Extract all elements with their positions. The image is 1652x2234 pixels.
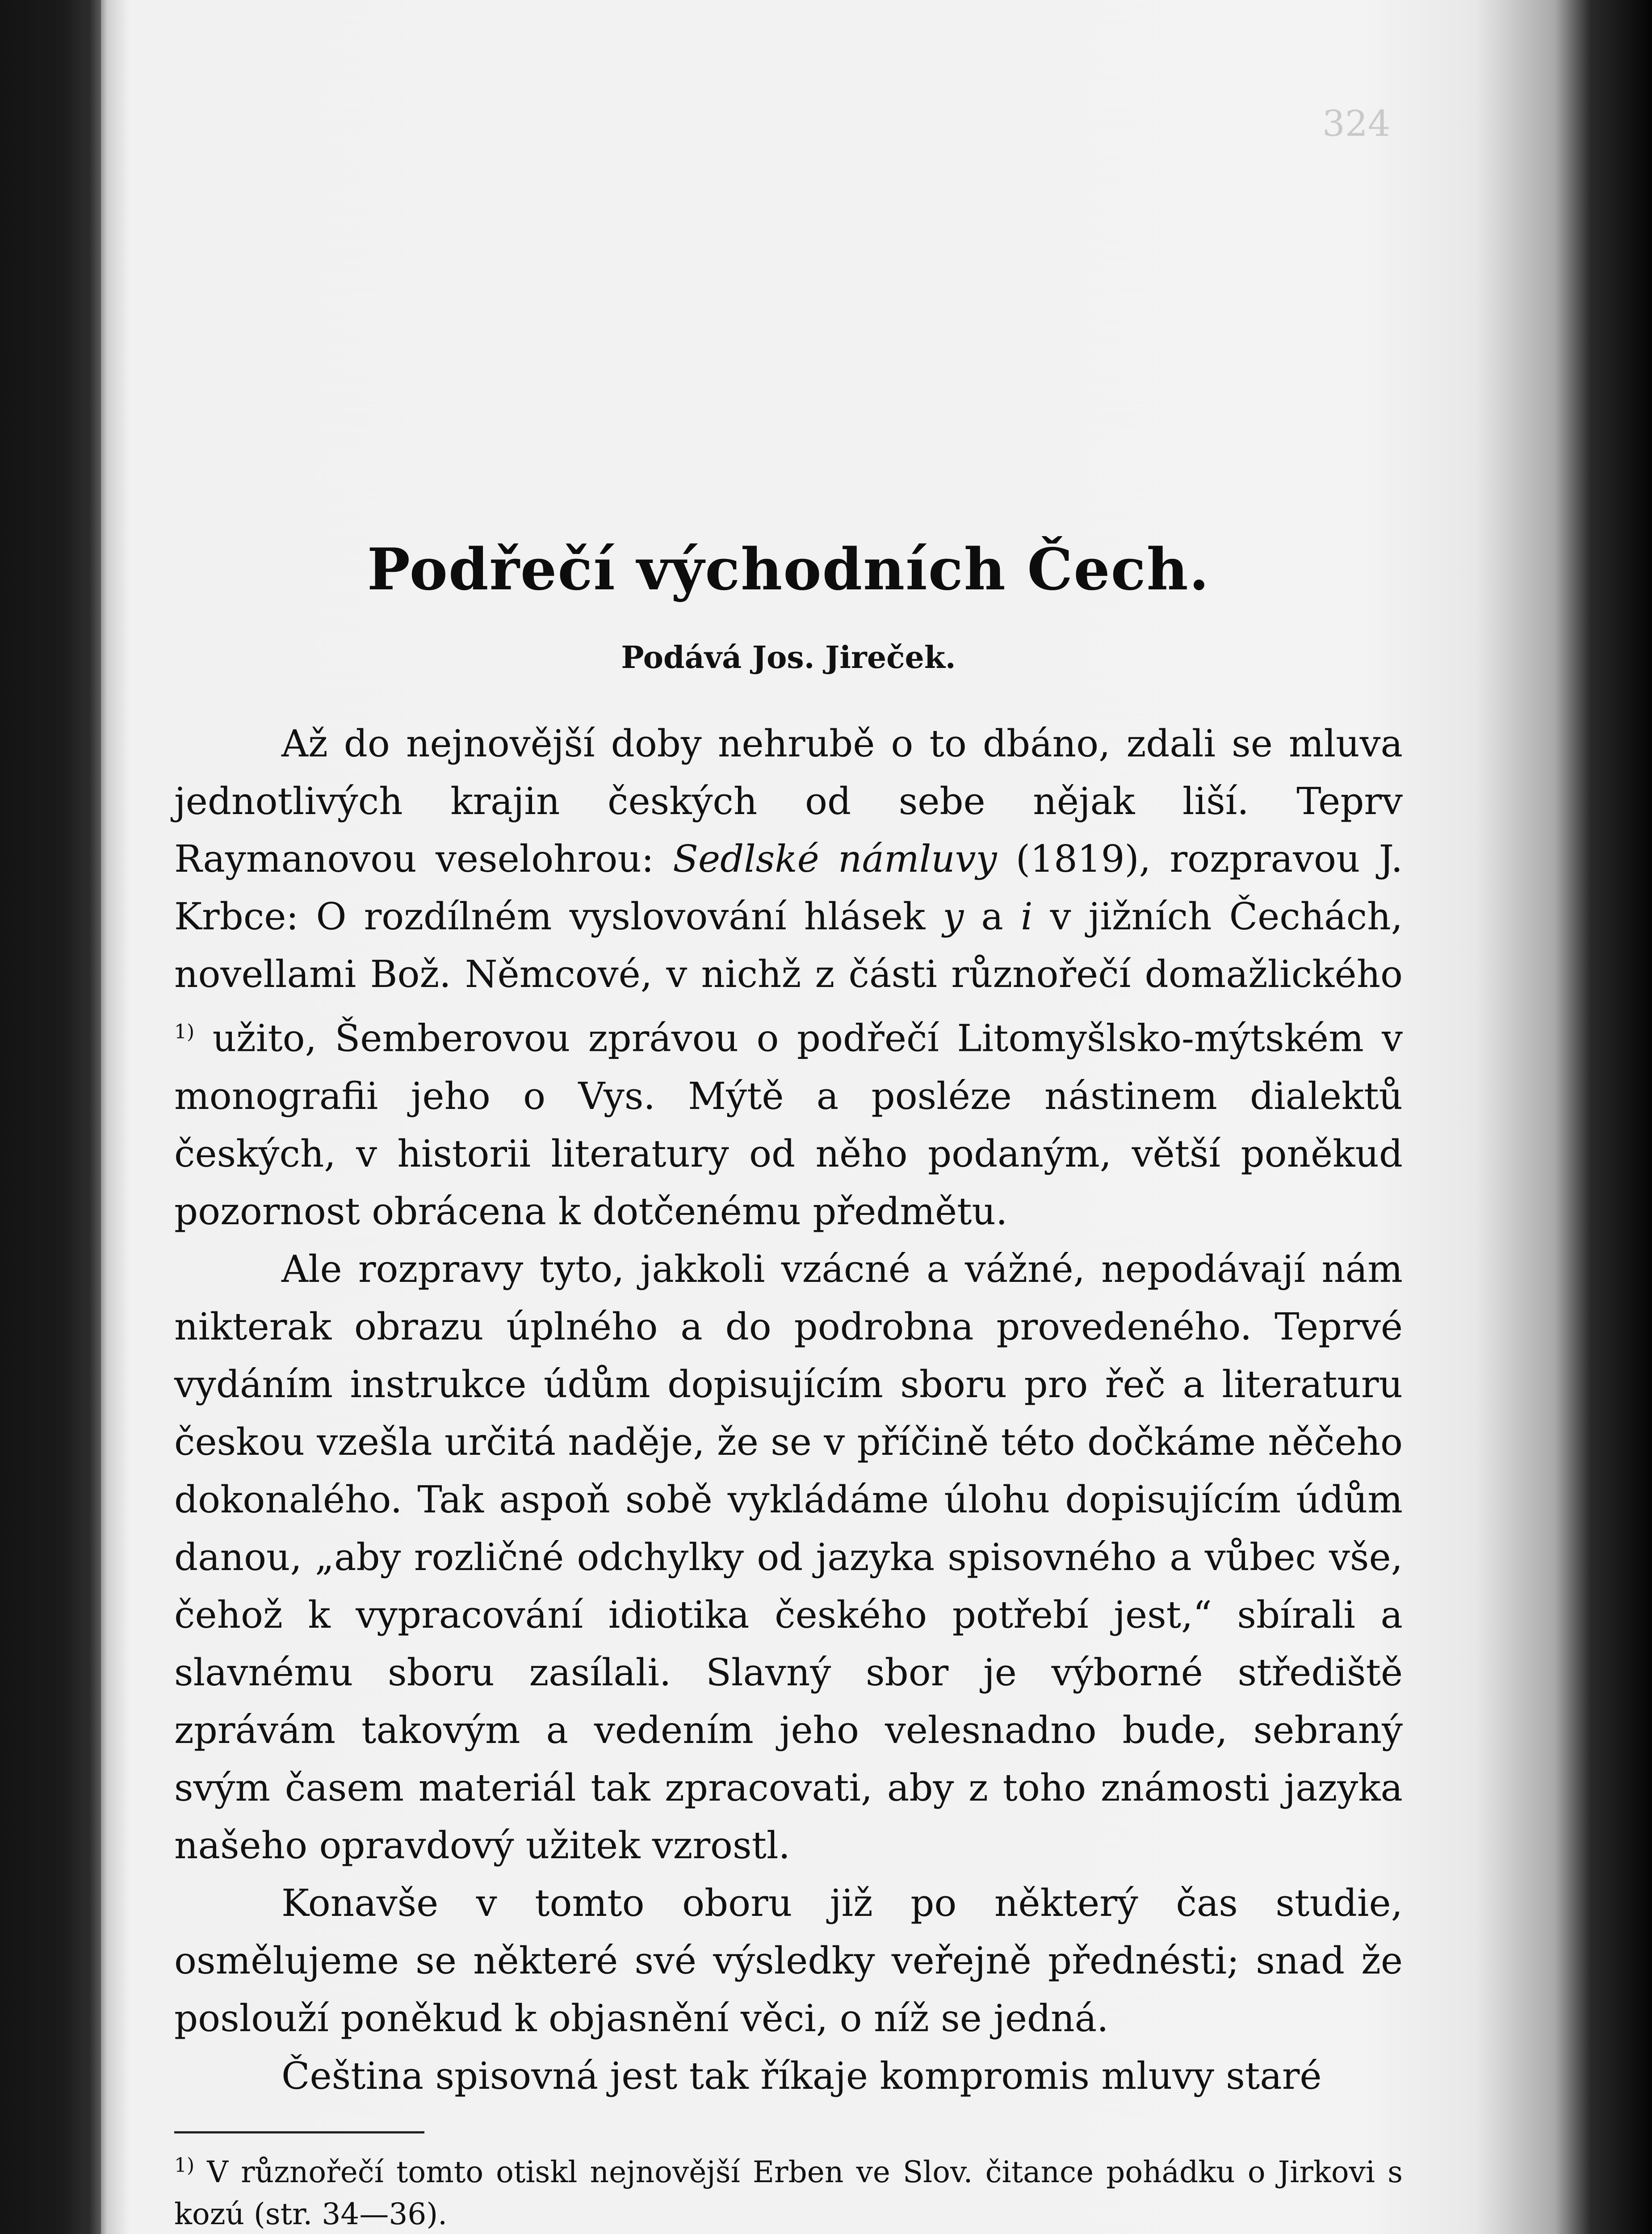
article-byline: Podává Jos. Jireček. [621, 640, 956, 676]
p1-text-e: užito, Šemberovou zprávou o podřečí Litomyšlsko-mýtském v monografii jeho o Vys. Mýtě a posléze nástinem dialektů českých, v historii literatury od něho podaným, větší poněkud pozornost obrácena k dotčenému předmětu. [174, 1016, 1403, 1233]
paragraph-1 [174, 715, 1403, 1240]
footnote-reference: 1) [174, 1020, 195, 1043]
p1-text-b: (1819), rozpravou J. Krbce: O rozdílném vyslovování hlásek [174, 837, 1403, 938]
letter-y: y [943, 895, 964, 938]
book-spine-shadow [85, 0, 101, 2234]
article-title: Podřečí východních Čech. [367, 536, 1210, 603]
footnote-text: V různořečí tomto otiskl nejnovější Erben ve Slov. čitance pohádku o Jirkovi s kozú (str. 34—36). [174, 2155, 1403, 2231]
p1-text-a: Až do nejnovější doby nehrubě o to dbáno, zdali se mluva jednotlivých krajin českých od sebe nějak liší. Teprv Raymanovou veselohrou: [174, 722, 1403, 881]
article-body [174, 715, 1403, 2105]
paragraph-3: Konavše v tomto oboru již po některý čas studie, osmělujeme se některé své výsledky veřejně přednésti; snad že poslouží poněkud k objasnění věci, o níž se jedná. [174, 1881, 1403, 2040]
p1-text-c: a [964, 895, 1021, 938]
footnote [174, 2145, 1403, 2234]
paragraph-4: Čeština spisovná jest tak říkaje kompromis mluvy staré [281, 2054, 1322, 2098]
footnote-marker: 1) [174, 2154, 195, 2177]
bleed-through-page-number: 324 [1322, 103, 1391, 144]
paragraph-2: Ale rozpravy tyto, jakkoli vzácné a vážné, nepodávají nám nikterak obrazu úplného a do podrobna provedeného. Teprvé vydáním instrukce údům dopisujícím sboru pro řeč a literaturu českou vzešla určitá naděje, že se v příčině této dočkáme něčeho dokonalého. Tak aspoň sobě vykládáme úlohu dopisujícím údům danou, „aby rozličné odchylky od jazyka spisovného a vůbec vše, čehož k vypracování idiotika českého potřebí jest,“ sbírali a slavnému sboru zasílali. Slavný sbor je výborné střediště zprávám takovým a vedením jeho velesnadno bude, sebraný svým časem materiál tak zpracovati, aby z toho známosti jazyka našeho opravdový užitek vzrostl. [174, 1247, 1403, 1867]
footnote-rule [174, 2131, 424, 2133]
play-title: Sedlské námluvy [673, 837, 997, 881]
p1-text-d: v jižních Čechách, novellami Bož. Němcové, v nichž z části různořečí domažlického [174, 895, 1403, 996]
letter-i: i [1020, 895, 1033, 938]
